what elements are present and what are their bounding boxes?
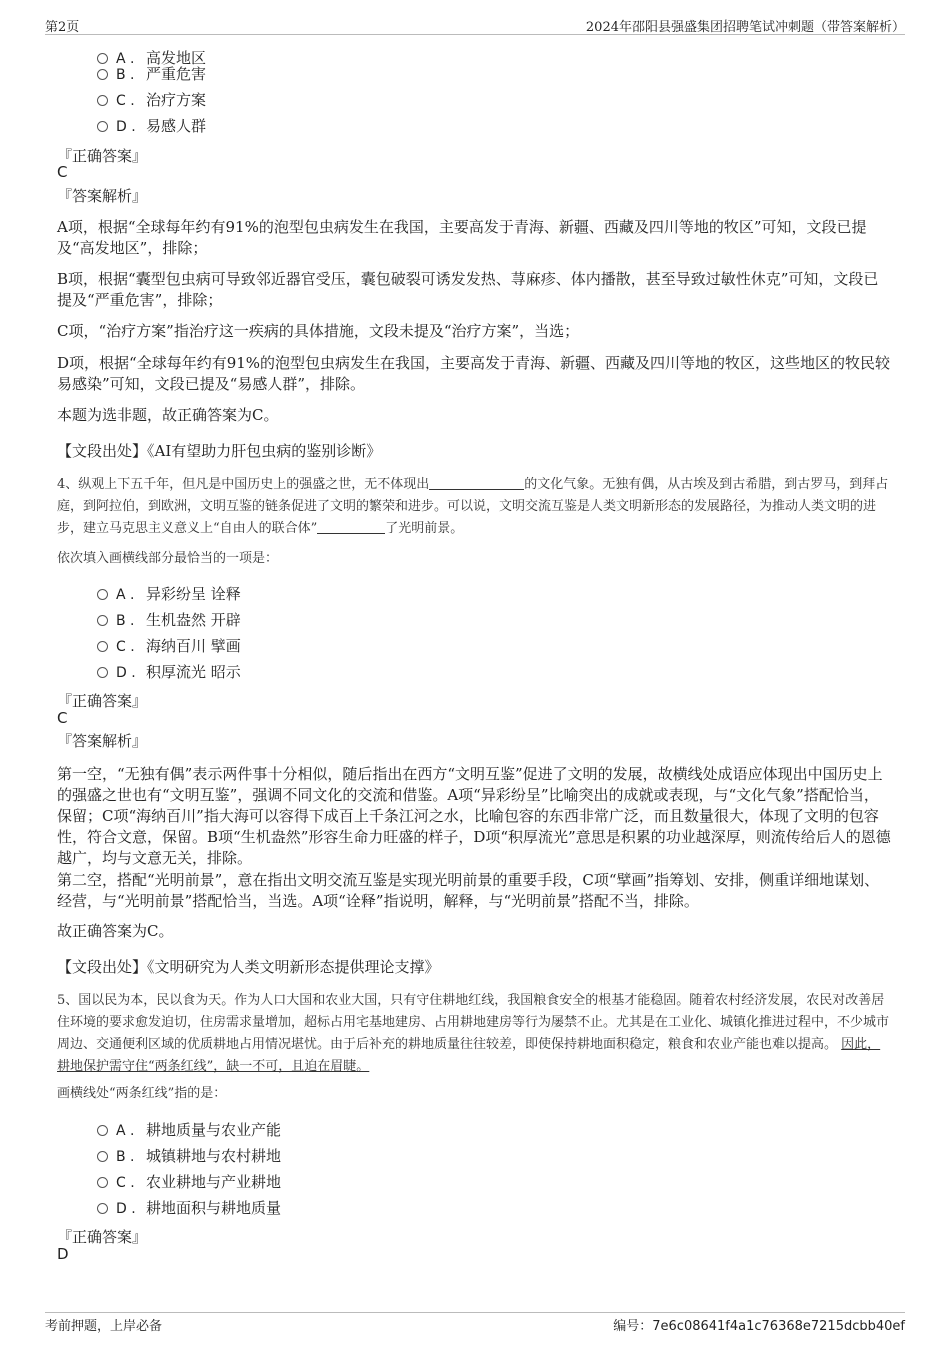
q3-analysis-b: B项，根据“囊型包虫病可导致邻近器官受压，囊包破裂可诱发发热、荨麻疹、体内播散，甚至导致过敏性休克”可知，文段已提及“严重危害”，排除； (57, 270, 879, 309)
q3-answer-label: 『正确答案』 (57, 147, 148, 165)
page-header (45, 14, 905, 35)
page-footer (45, 1312, 905, 1334)
q3-answer: C (57, 163, 68, 181)
footer-code: 编号：7e6c08641f4a1c76368e7215dcbb40ef (613, 1319, 905, 1334)
q5-prompt: 画横线处“两条红线”指的是： (57, 1086, 227, 1101)
radio-icon[interactable] (97, 641, 108, 652)
q5-underlined-sentence: 因此，耕地保护需守住“两条红线”，缺一不可，且迫在眉睫。 (57, 1037, 881, 1074)
q3-source: 【文段出处】《AI有望助力肝包虫病的鉴别诊断》 (57, 442, 382, 460)
q4-analysis-second-blank: 第二空，搭配“光明前景”，意在指出文明交流互鉴是实现光明前景的重要手段，C项“擘画”指筹划、安排，侧重详细地谋划、经营，与“光明前景”搭配恰当，当选。A项“诠释”指说明，解释，与“光明前景”搭配不当，排除。 (57, 871, 880, 910)
radio-icon[interactable] (97, 589, 108, 600)
q3-option-b[interactable]: B . 严重危害 (97, 64, 206, 85)
footer-slogan: 考前押题，上岸必备 (45, 1319, 163, 1334)
q4-option-c[interactable]: C . 海纳百川 擘画 (97, 636, 241, 657)
q4-conclusion: 故正确答案为C。 (57, 922, 174, 940)
q3-analysis-d: D项，根据“全球每年约有91%的泡型包虫病发生在我国，主要高发于青海、新疆、西藏及四川等地的牧区，这些地区的牧民较易感染”可知，文段已提及“易感人群”，排除。 (57, 354, 891, 393)
q5-answer: D (57, 1245, 69, 1263)
q4-question: 4、纵观上下五千年，但凡是中国历史上的强盛之世，无不体现出 的文化气象。无独有偶，从古埃及到古希腊，到古罗马，到拜占庭，到阿拉伯，到欧洲，文明互鉴的链条促进了文明的繁荣和进步。可以说，文明交流互鉴是人类文明新形态的发展路径，为推动人类文明的进步，建立马克思主义意义上“自由人的联合体” 了光明前景。 (57, 477, 889, 536)
radio-icon[interactable] (97, 667, 108, 678)
q4-answer: C (57, 709, 68, 727)
document-title: 2024年邵阳县强盛集团招聘笔试冲刺题（带答案解析） (585, 20, 905, 35)
q5-option-c[interactable]: C . 农业耕地与产业耕地 (97, 1172, 281, 1193)
radio-icon[interactable] (97, 53, 108, 64)
radio-icon[interactable] (97, 1125, 108, 1136)
q5-option-a[interactable]: A . 耕地质量与农业产能 (97, 1120, 281, 1141)
q5-answer-label: 『正确答案』 (57, 1228, 148, 1246)
q4-source: 【文段出处】《文明研究为人类文明新形态提供理论支撑》 (57, 958, 440, 976)
q3-analysis-c: C项，“治疗方案”指治疗这一疾病的具体措施，文段未提及“治疗方案”，当选； (57, 322, 580, 340)
q3-option-d[interactable]: D . 易感人群 (97, 116, 206, 137)
q4-option-d[interactable]: D . 积厚流光 昭示 (97, 662, 241, 683)
blank-2 (317, 519, 385, 534)
radio-icon[interactable] (97, 1177, 108, 1188)
radio-icon[interactable] (97, 1203, 108, 1214)
q3-analysis-a: A项，根据“全球每年约有91%的泡型包虫病发生在我国，主要高发于青海、新疆、西藏及四川等地的牧区”可知，文段已提及“高发地区”，排除； (57, 218, 867, 257)
page-number: 第2页 (45, 20, 80, 35)
radio-icon[interactable] (97, 121, 108, 132)
q3-conclusion: 本题为选非题，故正确答案为C。 (57, 406, 279, 424)
radio-icon[interactable] (97, 1151, 108, 1162)
q5-option-b[interactable]: B . 城镇耕地与农村耕地 (97, 1146, 281, 1167)
q4-analysis-first-blank: 第一空，“无独有偶”表示两件事十分相似，随后指出在西方“文明互鉴”促进了文明的发展，故横线处成语应体现出中国历史上的强盛之世也有“文明互鉴”，强调不同文化的交流和借鉴。A项“异彩纷呈”比喻突出的成就或表现，与“文化气象”搭配恰当，保留；C项“海纳百川”指大海可以容得下成百上千条江河之水，比喻包容的东西非常广泛，而且数量很大，体现了文明的包容性，符合文意，保留。B项“生机盎然”形容生命力旺盛的样子，D项“积厚流光”意思是积累的功业越深厚，则流传给后人的恩德越广，均与文意无关，排除。 (57, 765, 891, 867)
q4-prompt: 依次填入画横线部分最恰当的一项是： (57, 551, 279, 566)
q3-option-a[interactable]: A . 高发地区 (97, 48, 206, 69)
q4-option-a[interactable]: A . 异彩纷呈 诠释 (97, 584, 241, 605)
q5-option-d[interactable]: D . 耕地面积与耕地质量 (97, 1198, 281, 1219)
q3-analysis-label: 『答案解析』 (57, 187, 148, 205)
radio-icon[interactable] (97, 615, 108, 626)
q4-answer-label: 『正确答案』 (57, 692, 148, 710)
q3-option-c[interactable]: C . 治疗方案 (97, 90, 206, 111)
blank-1 (429, 475, 524, 490)
radio-icon[interactable] (97, 69, 108, 80)
q5-question: 5、国以民为本，民以食为天。作为人口大国和农业大国，只有守住耕地红线，我国粮食安全的根基才能稳固。随着农村经济发展，农民对改善居住环境的要求愈发迫切，住房需求量增加，超标占用宅基地建房、占用耕地建房等行为屡禁不止。尤其是在工业化、城镇化推进过程中，不少城市周边、交通便利区域的优质耕地占用情况堪忧。由于后补充的耕地质量往往较差，即使保持耕地面积稳定，粮食和农业产能也难以提高。 因此，耕地保护需守住“两条红线”，缺一不可，且迫在眉睫。 (57, 993, 890, 1074)
q4-option-b[interactable]: B . 生机盎然 开辟 (97, 610, 241, 631)
q4-analysis-label: 『答案解析』 (57, 732, 148, 750)
radio-icon[interactable] (97, 95, 108, 106)
